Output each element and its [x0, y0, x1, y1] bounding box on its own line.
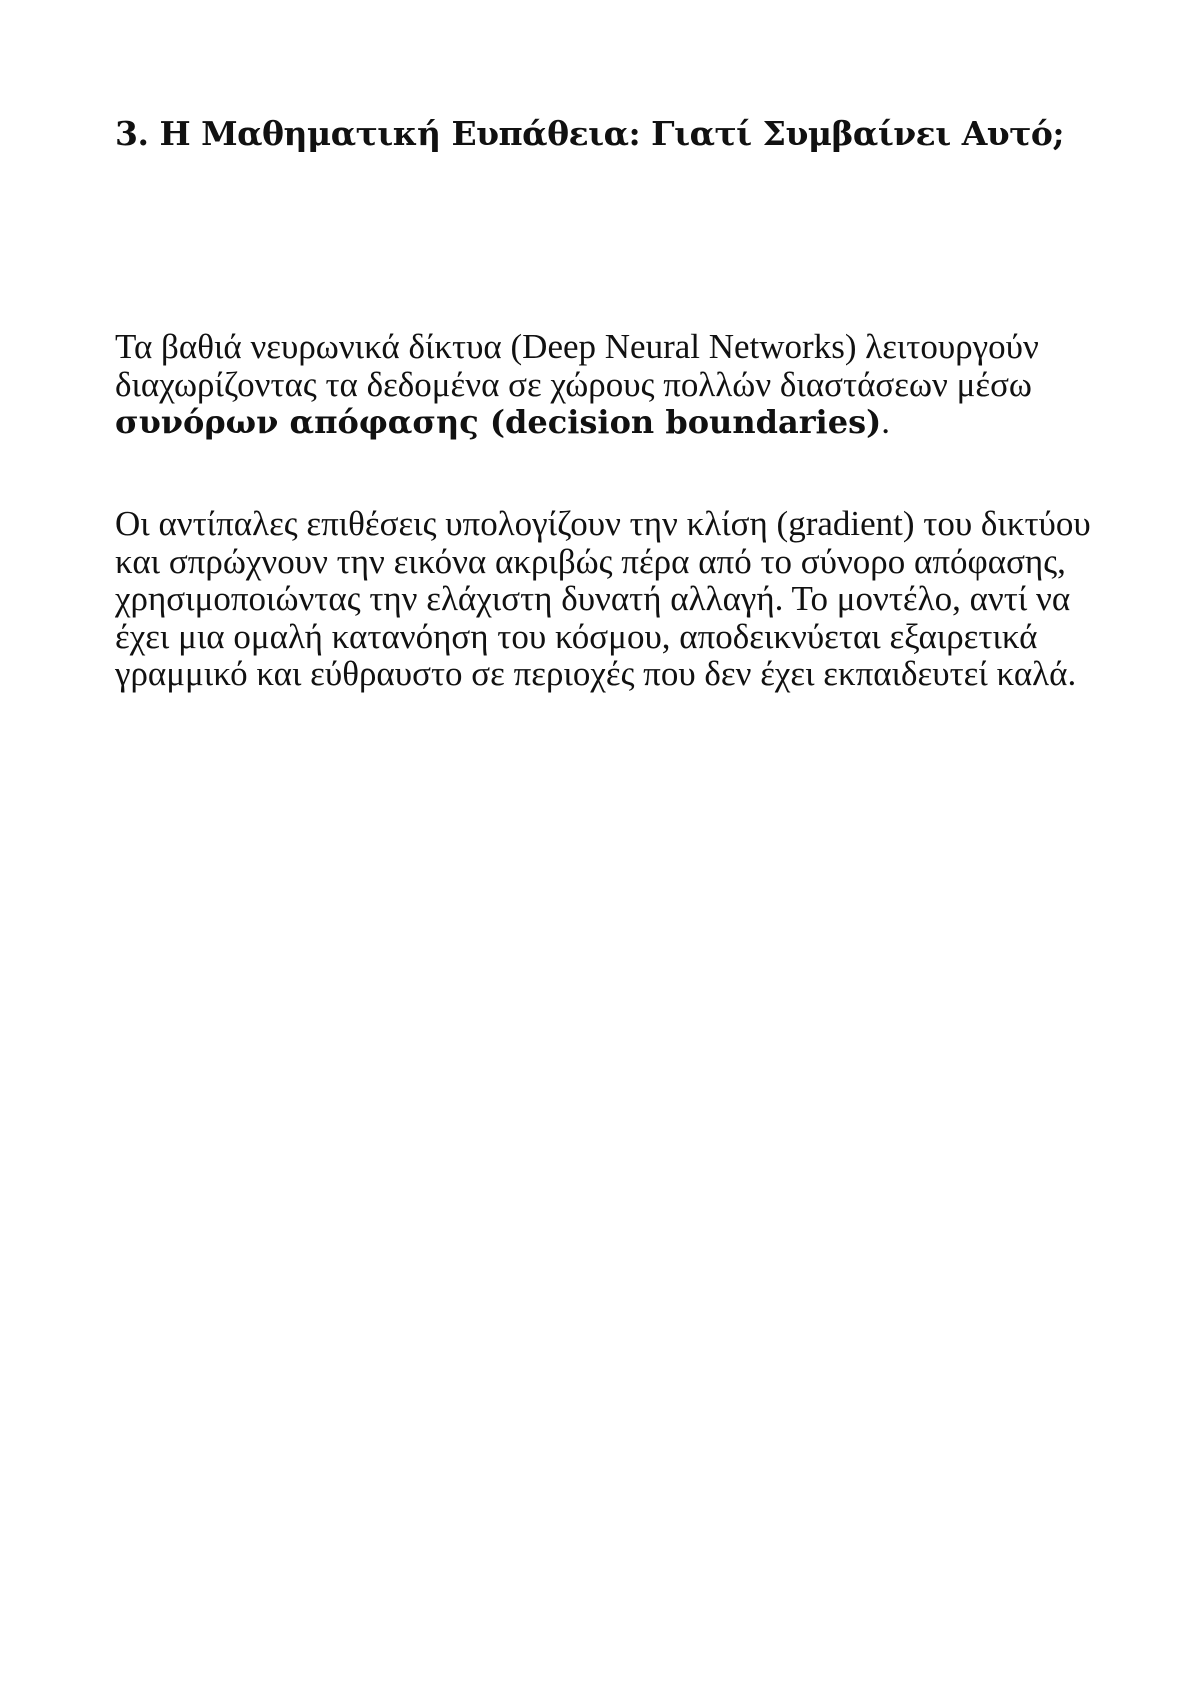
- decision-boundaries-bold-term: συνόρων απόφασης (decision boundaries): [115, 403, 882, 441]
- section-heading: 3. Η Μαθηματική Ευπάθεια: Γιατί Συμβαίνει Αυτό;: [115, 114, 1065, 153]
- paragraph-1-period: .: [881, 402, 890, 441]
- paragraph-decision-boundaries: [115, 328, 1105, 442]
- paragraph-1-text: Τα βαθιά νευρωνικά δίκτυα (Deep Neural Networks) λειτουργούν διαχωρίζοντας τα δεδομένα σε χώρους πολλών διαστάσεων μέσω: [115, 327, 1039, 404]
- paragraph-adversarial-attacks: Οι αντίπαλες επιθέσεις υπολογίζουν την κλίση (gradient) του δικτύου και σπρώχνουν την εικόνα ακριβώς πέρα από το σύνορο απόφασης, χρησιμοποιώντας την ελάχιστη δυνατή αλλαγή. Το μοντέλο, αντί να έχει μια ομαλή κατανόηση του κόσμου, αποδεικνύεται εξαιρετικά γραμμικό και εύθραυστο σε περιοχές που δεν έχει εκπαιδευτεί καλά.: [115, 504, 1091, 693]
